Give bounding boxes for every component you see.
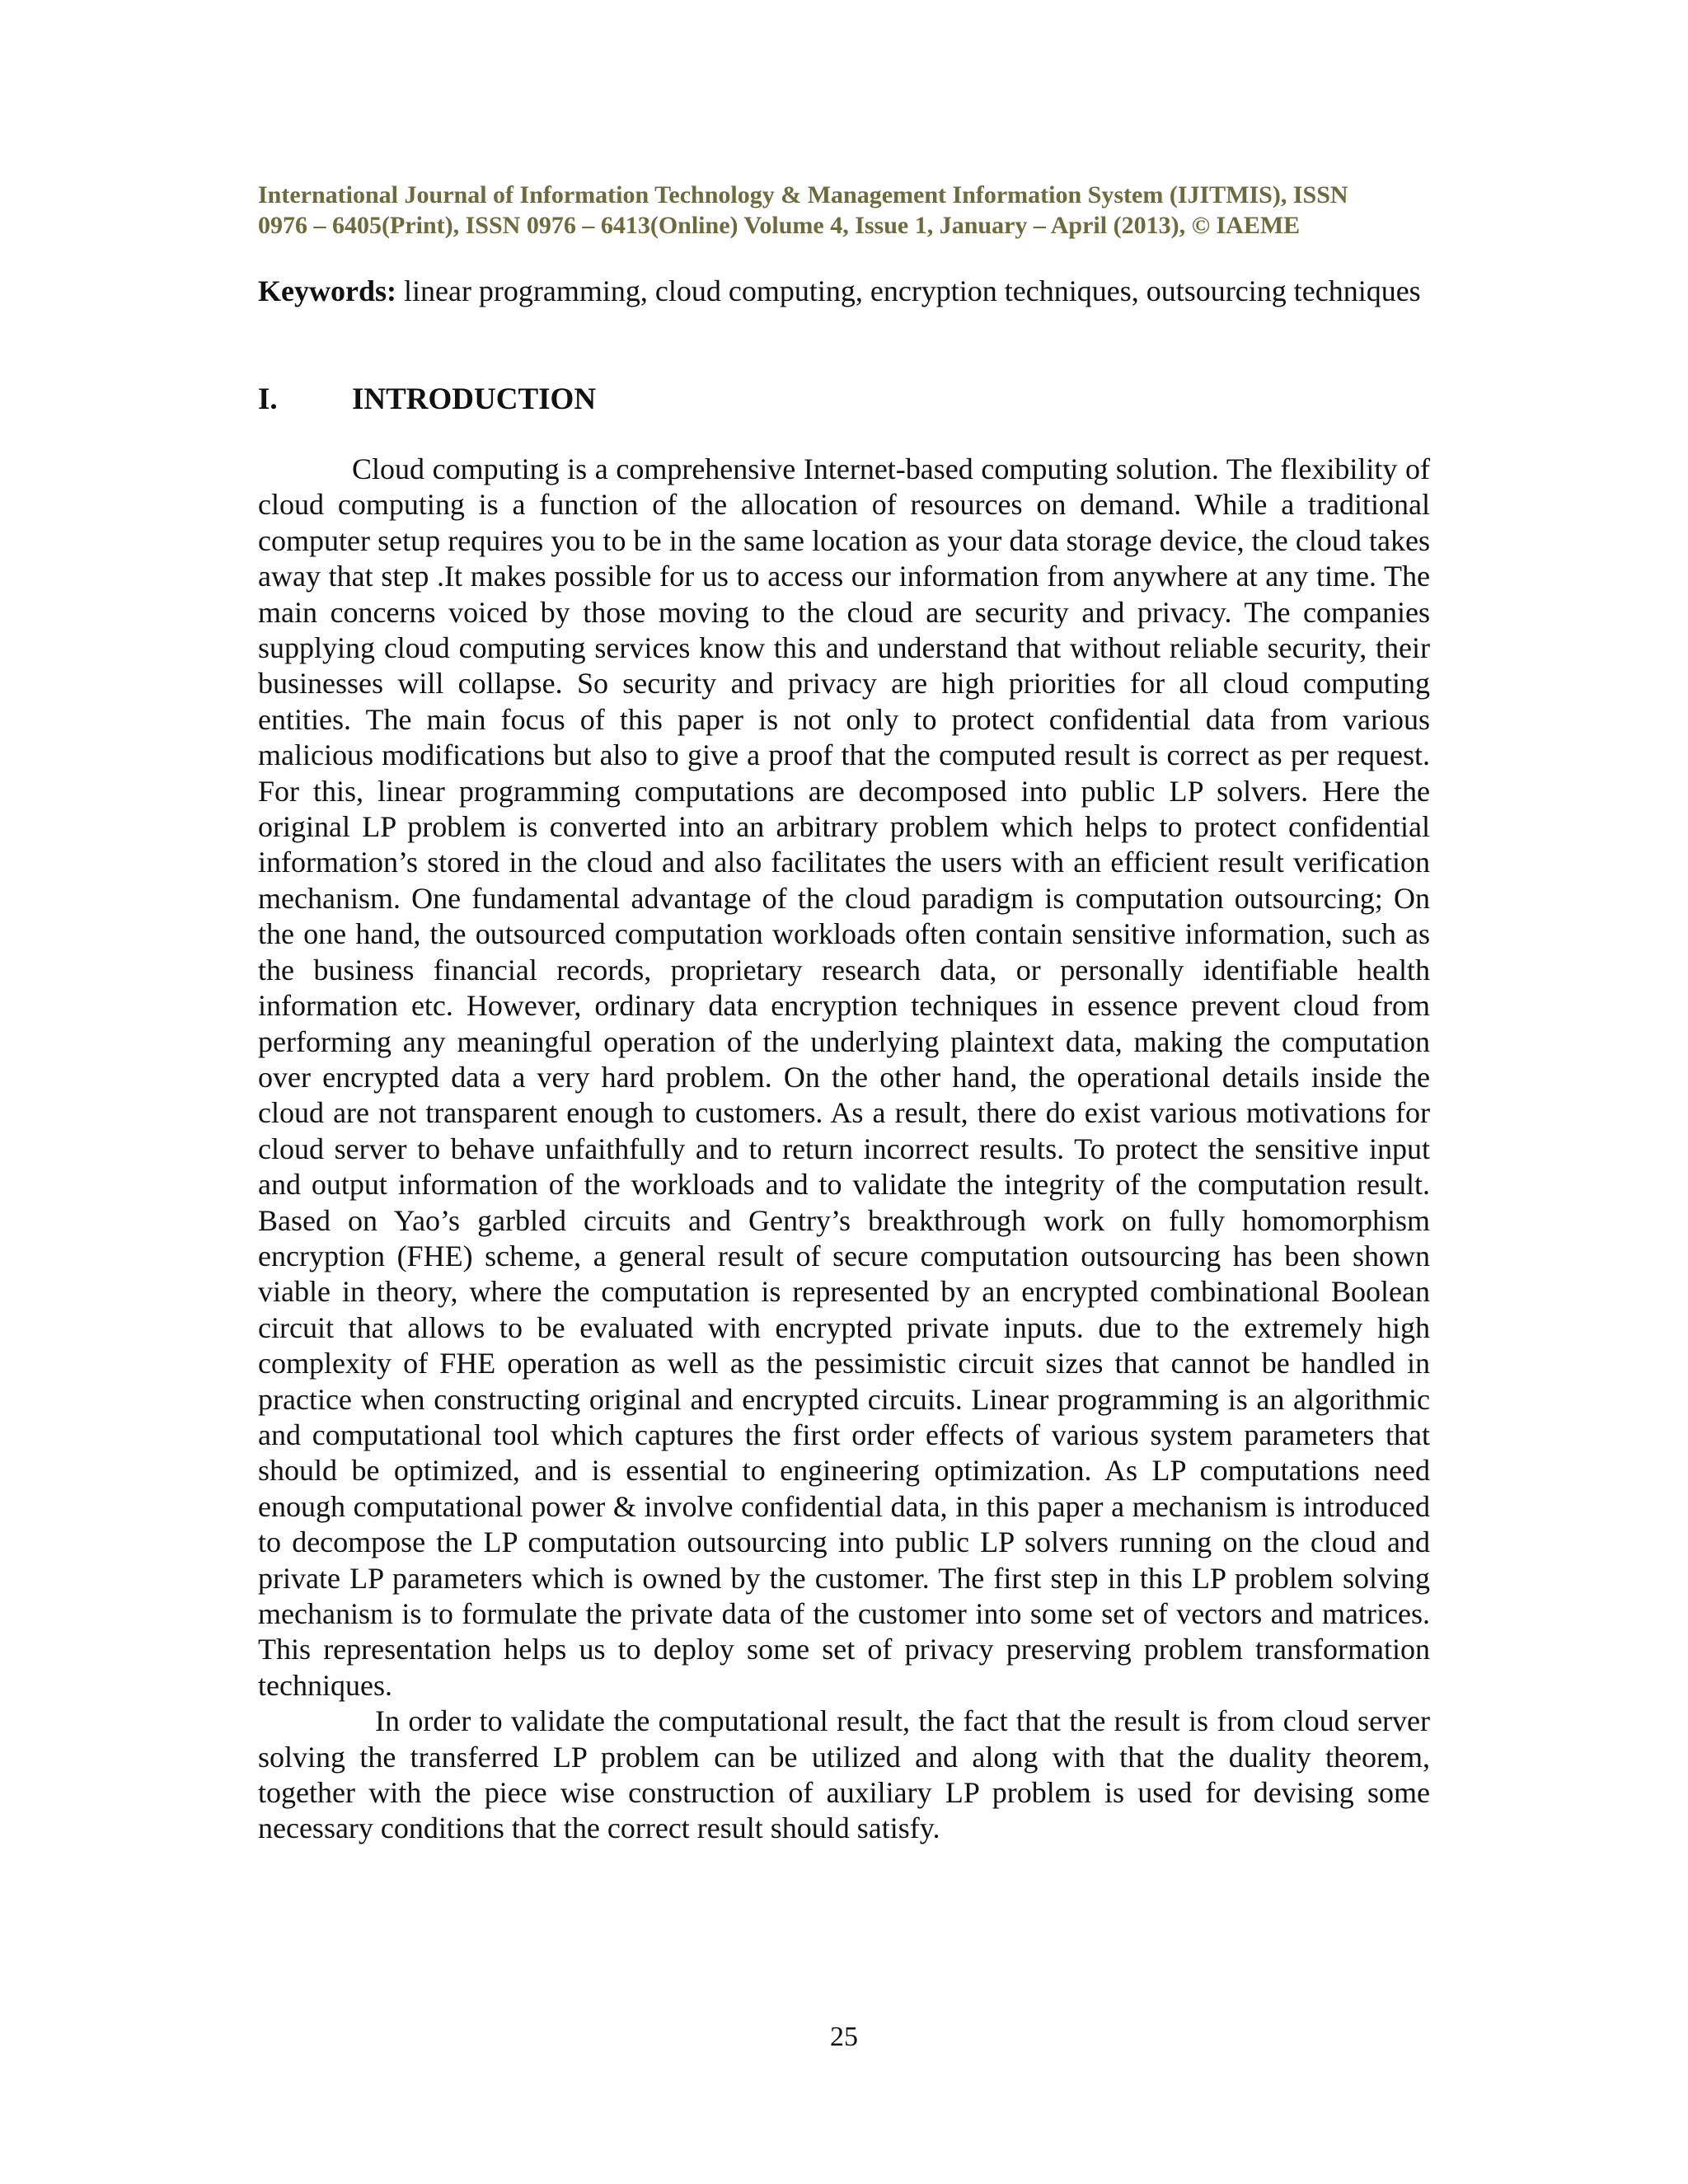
keywords-text: linear programming, cloud computing, encryption techniques, outsourcing techniques bbox=[396, 274, 1421, 307]
section-heading bbox=[258, 382, 596, 418]
journal-running-header bbox=[258, 180, 1430, 241]
page-number: 25 bbox=[830, 2022, 858, 2052]
section-title: INTRODUCTION bbox=[352, 382, 597, 416]
paragraph-2: In order to validate the computational result, the fact that the result is from cloud server solving the transferred LP problem can be utilized and along with that the duality theorem, together with the piece wise construction of auxiliary LP problem is used for devising some necessary conditions that the correct result should satisfy. bbox=[258, 1704, 1430, 1845]
journal-header-line-1: International Journal of Information Technology & Management Information System (IJITMIS), ISSN bbox=[258, 181, 1348, 209]
introduction-body bbox=[258, 452, 1430, 1847]
keywords-block bbox=[258, 274, 1430, 309]
keywords-label: Keywords: bbox=[258, 274, 396, 307]
paragraph-1: Cloud computing is a comprehensive Internet-based computing solution. The flexibility of cloud computing is a function of the allocation of resources on demand. While a traditional computer setup requires you to be in the same location as your data storage device, the cloud takes away that step .It makes possible for us to access our information from anywhere at any time. The main concerns voiced by those moving to the cloud are security and privacy. The companies supplying cloud computing services know this and understand that without reliable security, their businesses will collapse. So security and privacy are high priorities for all cloud computing entities. The main focus of this paper is not only to protect confidential data from various malicious modifications but also to give a proof that the computed result is correct as per request. For this, linear programming computations are decomposed into public LP solvers. Here the original LP problem is converted into an arbitrary problem which helps to protect confidential information’s stored in the cloud and also facilitates the users with an efficient result verification mechanism. One fundamental advantage of the cloud paradigm is computation outsourcing; On the one hand, the outsourced computation workloads often contain sensitive information, such as the business financial records, proprietary research data, or personally identifiable health information etc. However, ordinary data encryption techniques in essence prevent cloud from performing any meaningful operation of the underlying plaintext data, making the computation over encrypted data a very hard problem. On the other hand, the operational details inside the cloud are not transparent enough to customers. As a result, there do exist various motivations for cloud server to behave unfaithfully and to return incorrect results. To protect the sensitive input and output information of the workloads and to validate the integrity of the computation result. Based on Yao’s garbled circuits and Gentry’s breakthrough work on fully homomorphism encryption (FHE) scheme, a general result of secure computation outsourcing has been shown viable in theory, where the computation is represented by an encrypted combinational Boolean circuit that allows to be evaluated with encrypted private inputs. due to the extremely high complexity of FHE operation as well as the pessimistic circuit sizes that cannot be handled in practice when constructing original and encrypted circuits. Linear programming is an algorithmic and computational tool which captures the first order effects of various system parameters that should be optimized, and is essential to engineering optimization. As LP computations need enough computational power & involve confidential data, in this paper a mechanism is introduced to decompose the LP computation outsourcing into public LP solvers running on the cloud and private LP parameters which is owned by the customer. The first step in this LP problem solving mechanism is to formulate the private data of the customer into some set of vectors and matrices. This representation helps us to deploy some set of privacy preserving problem transformation techniques. bbox=[258, 452, 1430, 1702]
section-number: I. bbox=[258, 382, 278, 416]
journal-header-line-2: 0976 – 6405(Print), ISSN 0976 – 6413(Online) Volume 4, Issue 1, January – April (2013), © IAEME bbox=[258, 212, 1301, 239]
